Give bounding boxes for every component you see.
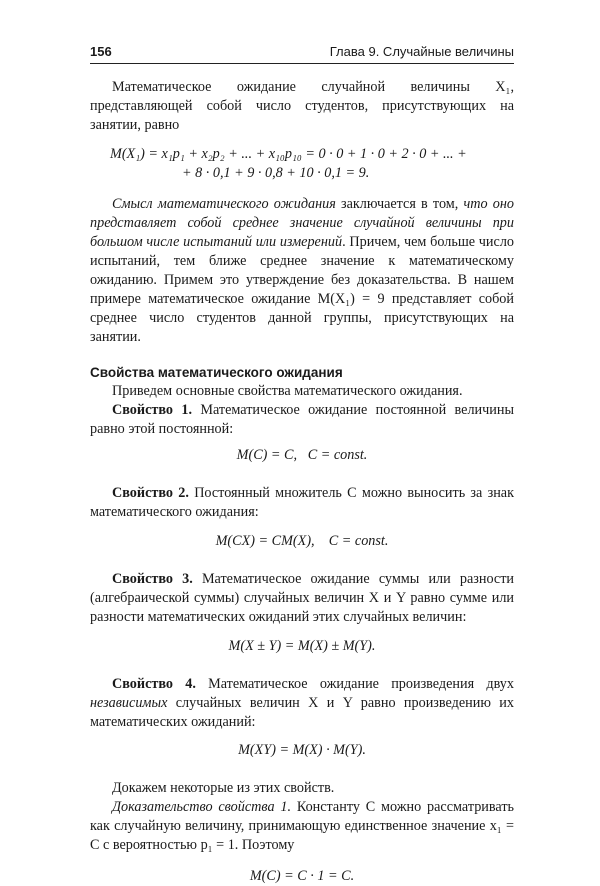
property-4-formula: M(XY) = M(X) · M(Y).	[238, 742, 366, 758]
proof-paragraph	[90, 798, 514, 855]
property-3	[90, 570, 514, 627]
meaning-term: Смысл математического ожидания	[112, 196, 336, 212]
meaning-paragraph	[90, 195, 514, 347]
formula-line-1: M(X₁) = x₁p₁ + x₂p₂ + ... + x₁₀p₁₀ = 0 · 0 + 1 · 0 + 2 · 0 + ... +	[110, 146, 467, 162]
page-number: 156	[90, 44, 112, 59]
running-header	[90, 44, 514, 64]
property-2-label: Свойство 2.	[112, 485, 189, 501]
section-heading: Свойства математического ожидания	[90, 365, 343, 380]
property-2-formula: M(CX) = CM(X), C = const.	[215, 533, 389, 549]
property-4	[90, 675, 514, 732]
property-3-formula: M(X ± Y) = M(X) ± M(Y).	[228, 638, 376, 654]
property-1-formula: M(C) = C, C = const.	[236, 447, 368, 463]
expectation-formula	[90, 145, 514, 183]
proof-formula: M(C) = C · 1 = C.	[249, 868, 355, 884]
property-3-text: Математическое ожидание суммы или разности (алгебраической суммы) случайных величин X и Y равно сумме или разности математических ожиданий этих случайных величин:	[90, 571, 514, 625]
proof-text: Константу C можно рассматривать как случайную величину, принимающую единственное значение x₁ = C с вероятностью p₁ = 1. Поэтому	[90, 799, 514, 853]
section-lead: Приведем основные свойства математического ожидания.	[112, 383, 463, 399]
meaning-text-1: заключается в том,	[335, 196, 464, 212]
property-4-label: Свойство 4.	[112, 676, 196, 692]
intro-paragraph: Математическое ожидание случайной величины X₁, представляющей собой число студентов, присутствующих на занятии, равно	[90, 79, 514, 133]
page-content	[90, 78, 514, 886]
property-4-text-a: Математическое ожидание произведения двух	[195, 676, 514, 692]
formula-line-2: + 8 · 0,1 + 9 · 0,8 + 10 · 0,1 = 9.	[182, 165, 370, 181]
chapter-title: Глава 9. Случайные величины	[329, 44, 514, 59]
meaning-text-2: . Причем, чем больше число испытаний, тем ближе среднее значение к математическому ожиданию. Примем это утверждение без доказательства. В нашем примере математическое ожидание M(X₁) = 9 представляет собой среднее число студентов данной группы, присутствующих на занятии.	[90, 234, 514, 345]
meaning-emphasis: что оно представляет собой среднее значение случайной величины при большом числе испытаний или измерений	[90, 196, 514, 250]
property-2-text: Постоянный множитель C можно выносить за знак математического ожидания:	[90, 485, 514, 520]
property-1	[90, 401, 514, 439]
property-1-label: Свойство 1.	[112, 402, 192, 418]
property-4-text-b: случайных величин X и Y равно произведению их математических ожиданий:	[90, 695, 514, 730]
property-1-text: Математическое ожидание постоянной величины равно этой постоянной:	[90, 402, 514, 437]
property-4-emphasis: независимых	[90, 695, 168, 711]
property-3-label: Свойство 3.	[112, 571, 193, 587]
proof-lead: Докажем некоторые из этих свойств.	[112, 780, 335, 796]
property-2	[90, 484, 514, 522]
proof-label: Доказательство свойства 1.	[112, 799, 291, 815]
